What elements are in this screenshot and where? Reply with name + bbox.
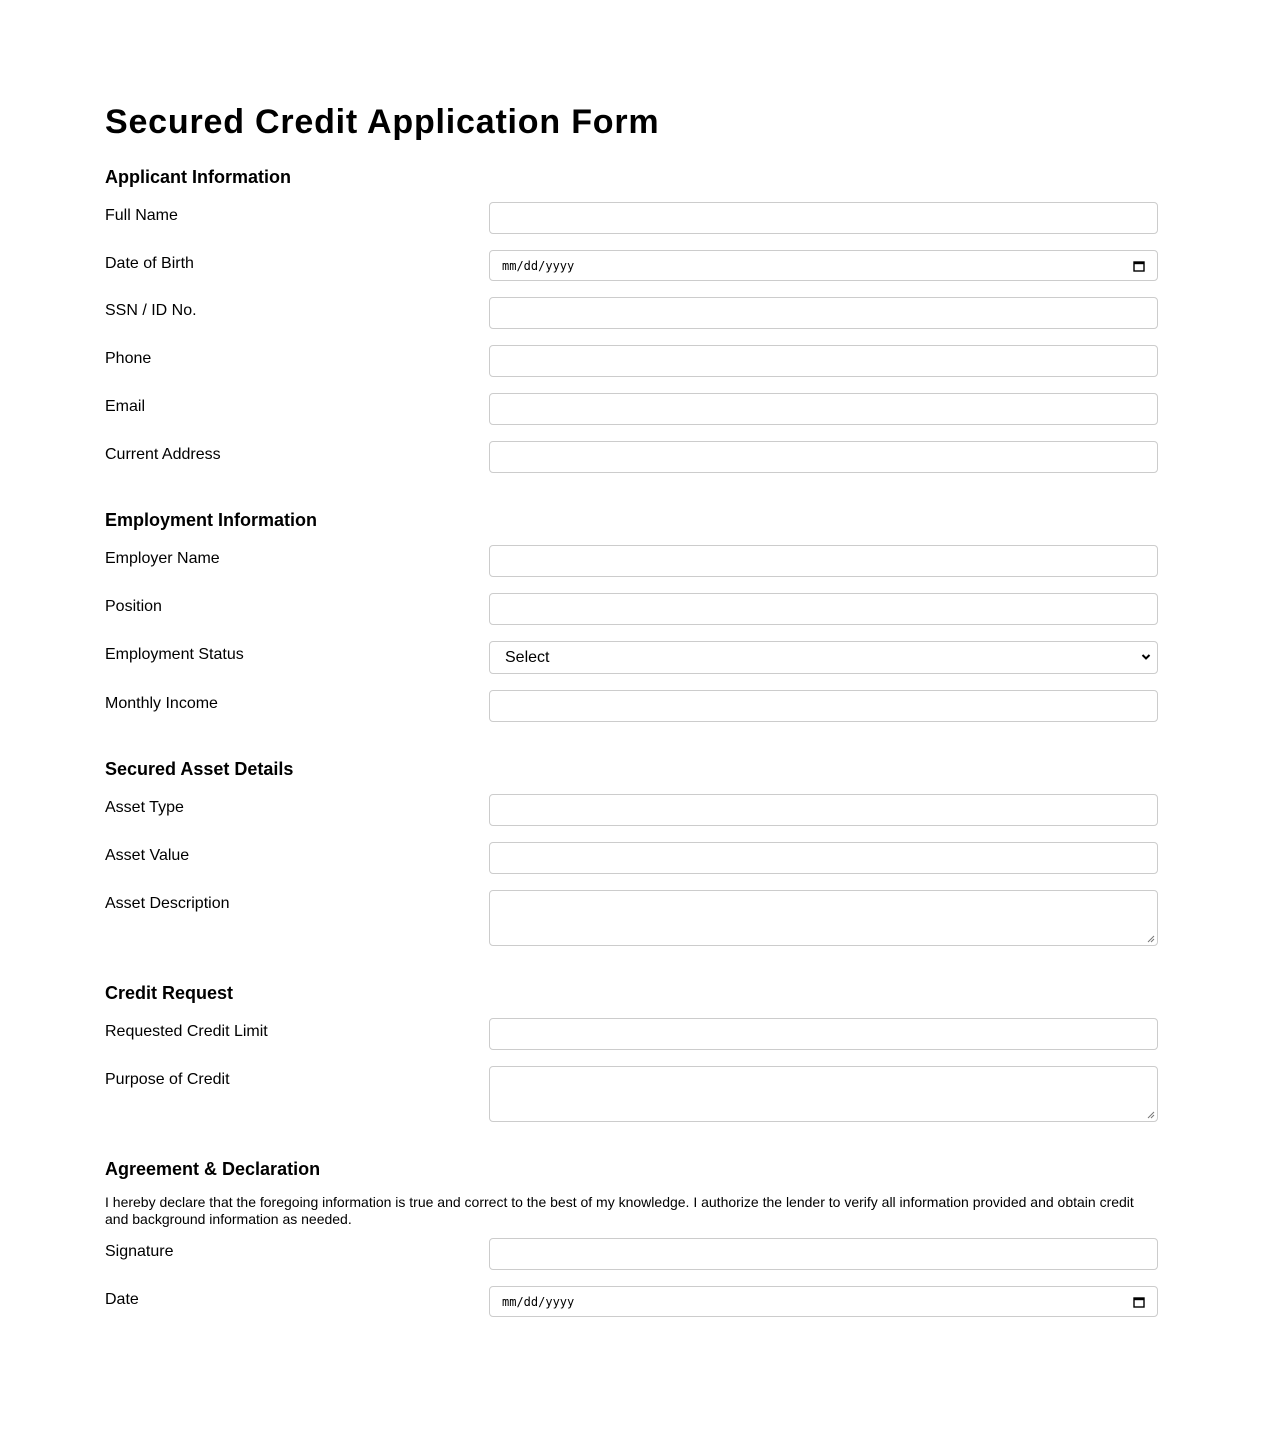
signature-input[interactable] [489, 1238, 1158, 1270]
phone-input[interactable] [489, 345, 1158, 377]
section-heading-applicant: Applicant Information [105, 167, 291, 187]
page-title: Secured Credit Application Form [105, 103, 660, 141]
resize-grip-icon[interactable] [1147, 1111, 1155, 1119]
email-label: Email [105, 398, 146, 415]
asset-description-textarea[interactable] [489, 890, 1158, 946]
credit-purpose-label: Purpose of Credit [105, 1071, 230, 1088]
address-input[interactable] [489, 441, 1158, 473]
email-input[interactable] [489, 393, 1158, 425]
asset-type-label: Asset Type [105, 799, 184, 816]
asset-value-label: Asset Value [105, 847, 190, 864]
calendar-icon[interactable] [1133, 1296, 1145, 1308]
calendar-icon[interactable] [1133, 260, 1145, 272]
credit-limit-label: Requested Credit Limit [105, 1023, 268, 1040]
section-heading-credit: Credit Request [105, 983, 234, 1003]
ssn-label: SSN / ID No. [105, 302, 197, 319]
section-heading-employment: Employment Information [105, 510, 318, 530]
signature-label: Signature [105, 1243, 174, 1260]
address-label: Current Address [105, 446, 221, 463]
date-input[interactable] [489, 1286, 1158, 1317]
date-placeholder: mm/dd/yyyy [502, 1294, 575, 1309]
section-heading-asset: Secured Asset Details [105, 759, 294, 779]
asset-value-input[interactable] [489, 842, 1158, 874]
monthly-income-label: Monthly Income [105, 695, 218, 712]
resize-grip-icon[interactable] [1147, 935, 1155, 943]
employment-status-select[interactable] [489, 641, 1158, 674]
dob-label: Date of Birth [105, 255, 194, 272]
full-name-label: Full Name [105, 207, 178, 224]
dob-placeholder: mm/dd/yyyy [502, 258, 575, 273]
position-label: Position [105, 598, 162, 615]
date-label: Date [105, 1291, 139, 1308]
monthly-income-input[interactable] [489, 690, 1158, 722]
declaration-text: I hereby declare that the foregoing information is true and correct to the best of my knowledge. I authorize the lender to verify all information provided and obtain credit and background information as needed. [105, 1194, 1134, 1227]
phone-label: Phone [105, 350, 152, 367]
section-heading-agreement: Agreement & Declaration [105, 1159, 321, 1179]
asset-type-input[interactable] [489, 794, 1158, 826]
employment-status-value: Select [505, 648, 550, 666]
ssn-input[interactable] [489, 297, 1158, 329]
asset-description-label: Asset Description [105, 895, 230, 912]
dob-input[interactable] [489, 250, 1158, 281]
employment-status-label: Employment Status [105, 646, 244, 663]
chevron-down-icon [1141, 652, 1151, 662]
full-name-input[interactable] [489, 202, 1158, 234]
credit-limit-input[interactable] [489, 1018, 1158, 1050]
employer-name-input[interactable] [489, 545, 1158, 577]
position-input[interactable] [489, 593, 1158, 625]
employer-name-label: Employer Name [105, 550, 220, 567]
credit-purpose-textarea[interactable] [489, 1066, 1158, 1122]
